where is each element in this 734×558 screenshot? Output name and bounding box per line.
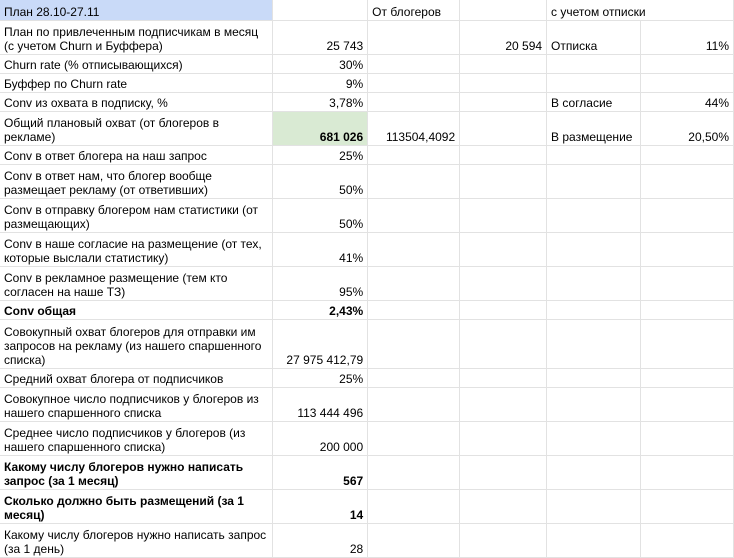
cell[interactable] [641,232,734,266]
row-label[interactable]: Какому числу блогеров нужно написать запрос (за 1 день) [0,523,273,557]
cell[interactable]: 113504,4092 [368,111,460,145]
row-label[interactable]: Churn rate (% отписывающихся) [0,54,273,73]
row-label[interactable]: Conv в наше согласие на размещение (от тех, которые выслали статистику) [0,232,273,266]
cell[interactable] [368,145,460,164]
cell[interactable] [460,54,547,73]
table-row [0,198,734,232]
row-label[interactable]: Conv в отправку блогером нам статистики (от размещающих) [0,198,273,232]
cell[interactable] [641,73,734,92]
cell[interactable] [547,319,641,368]
cell[interactable] [547,523,641,557]
row-label[interactable]: Общий плановый охват (от блогеров в рекламе) [0,111,273,145]
row-value[interactable]: 9% [273,73,368,92]
cell[interactable] [460,0,547,20]
cell[interactable] [547,232,641,266]
table-row [0,232,734,266]
cell[interactable] [368,54,460,73]
table-row [0,111,734,145]
cell[interactable] [368,266,460,300]
row-value[interactable]: 27 975 412,79 [273,319,368,368]
row-label[interactable]: Conv в рекламное размещение (тем кто согласен на наше ТЗ) [0,266,273,300]
row-label[interactable]: Conv общая [0,300,273,319]
cell[interactable] [460,145,547,164]
cell[interactable] [368,198,460,232]
cell[interactable] [460,73,547,92]
cell[interactable] [641,455,734,489]
cell[interactable] [547,421,641,455]
cell-from-bloggers[interactable]: От блогеров [368,0,460,20]
cell[interactable] [547,368,641,387]
table-row [0,455,734,489]
table-row [0,387,734,421]
cell[interactable] [547,455,641,489]
cell[interactable] [641,198,734,232]
row-value[interactable]: 2,43% [273,300,368,319]
cell[interactable] [368,368,460,387]
cell[interactable]: 20,50% [641,111,734,145]
row-label[interactable]: Какому числу блогеров нужно написать запрос (за 1 месяц) [0,455,273,489]
row-value[interactable]: 113 444 496 [273,387,368,421]
row-value[interactable]: 50% [273,164,368,198]
cell[interactable] [641,266,734,300]
cell[interactable] [460,421,547,455]
table-row [0,300,734,319]
cell[interactable] [368,300,460,319]
table-row [0,73,734,92]
row-label[interactable]: Conv в ответ нам, что блогер вообще размещает рекламу (от ответивших) [0,164,273,198]
cell[interactable] [368,489,460,523]
row-value[interactable]: 25 743 [273,20,368,54]
cell[interactable]: В согласие [547,92,641,111]
table-row [0,164,734,198]
row-value[interactable]: 567 [273,455,368,489]
row-label[interactable]: Сколько должно быть размещений (за 1 месяц) [0,489,273,523]
row-value[interactable]: 30% [273,54,368,73]
cell[interactable] [547,73,641,92]
cell[interactable] [273,0,368,20]
cell[interactable]: Отписка [547,20,641,54]
row-label[interactable]: Совокупный охват блогеров для отправки им запросов на рекламу (из нашего спаршенного списка) [0,319,273,368]
row-value[interactable]: 28 [273,523,368,557]
cell[interactable] [368,319,460,368]
row-label[interactable]: Conv в ответ блогера на наш запрос [0,145,273,164]
cell[interactable] [641,489,734,523]
cell[interactable] [547,300,641,319]
cell[interactable] [368,73,460,92]
cell[interactable] [460,300,547,319]
row-value[interactable]: 200 000 [273,421,368,455]
cell[interactable] [641,164,734,198]
cell[interactable] [368,455,460,489]
table-row [0,421,734,455]
cell[interactable] [641,54,734,73]
cell[interactable] [460,368,547,387]
cell[interactable] [641,145,734,164]
cell[interactable] [368,232,460,266]
cell[interactable] [460,387,547,421]
row-value[interactable]: 95% [273,266,368,300]
cell[interactable] [460,111,547,145]
cell[interactable]: 11% [641,20,734,54]
table-row [0,489,734,523]
cell[interactable] [460,164,547,198]
table-row [0,54,734,73]
cell[interactable] [641,421,734,455]
cell[interactable] [641,368,734,387]
cell[interactable] [460,198,547,232]
cell[interactable] [460,232,547,266]
cell[interactable] [547,266,641,300]
cell[interactable] [460,266,547,300]
cell-with-unsubscribe[interactable]: с учетом отписки [547,0,734,20]
table-row [0,145,734,164]
table-row [0,20,734,54]
cell[interactable] [368,421,460,455]
cell[interactable] [641,319,734,368]
row-value[interactable]: 3,78% [273,92,368,111]
row-label[interactable]: План по привлеченным подписчикам в месяц (с учетом Churn и Буффера) [0,20,273,54]
cell[interactable] [547,387,641,421]
cell[interactable] [368,20,460,54]
cell[interactable] [547,198,641,232]
cell[interactable] [547,489,641,523]
cell[interactable] [368,92,460,111]
cell[interactable] [460,523,547,557]
cell[interactable] [368,387,460,421]
cell[interactable] [368,523,460,557]
table-row [0,266,734,300]
cell[interactable] [641,523,734,557]
table-row [0,319,734,368]
cell[interactable] [547,54,641,73]
row-label[interactable]: Среднее число подписчиков у блогеров (из нашего спаршенного списка) [0,421,273,455]
table-row [0,368,734,387]
total-reach-value[interactable]: 681 026 [273,111,368,145]
cell[interactable] [641,300,734,319]
cell[interactable] [460,489,547,523]
header-row [0,0,734,20]
row-label[interactable]: Совокупное число подписчиков у блогеров из нашего спаршенного списка [0,387,273,421]
row-value[interactable]: 41% [273,232,368,266]
cell[interactable]: В размещение [547,111,641,145]
table-row [0,523,734,557]
cell[interactable] [460,92,547,111]
cell[interactable] [547,164,641,198]
cell-title[interactable]: План 28.10-27.11 [0,0,273,20]
cell[interactable] [460,455,547,489]
row-value[interactable]: 14 [273,489,368,523]
cell[interactable]: 20 594 [460,20,547,54]
cell[interactable] [460,319,547,368]
cell[interactable] [547,145,641,164]
row-value[interactable]: 25% [273,368,368,387]
cell[interactable] [641,387,734,421]
cell[interactable] [368,164,460,198]
row-value[interactable]: 25% [273,145,368,164]
row-label[interactable]: Буффер по Churn rate [0,73,273,92]
row-value[interactable]: 50% [273,198,368,232]
cell[interactable]: 44% [641,92,734,111]
row-label[interactable]: Conv из охвата в подписку, % [0,92,273,111]
row-label[interactable]: Средний охват блогера от подписчиков [0,368,273,387]
table-row [0,92,734,111]
